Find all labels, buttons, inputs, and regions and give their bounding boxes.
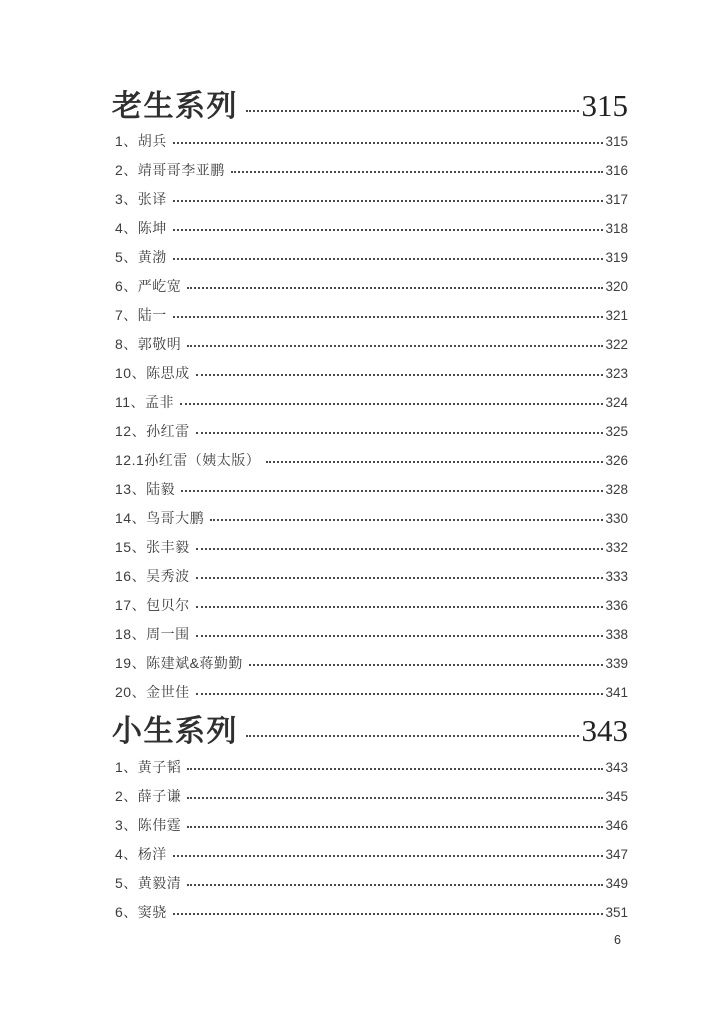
- dotted-leader: [187, 826, 603, 828]
- section-entries: [115, 131, 628, 711]
- dotted-leader: [210, 519, 603, 521]
- dotted-leader: [246, 110, 579, 112]
- entry-page-number: 338: [605, 627, 628, 642]
- entry-page-number: 346: [605, 818, 628, 833]
- entry-page-number: 319: [605, 250, 628, 265]
- toc-entry[interactable]: [115, 682, 628, 711]
- entry-page-number: 320: [605, 279, 628, 294]
- entry-page-number: 318: [605, 221, 628, 236]
- entry-page-number: 324: [605, 395, 628, 410]
- dotted-leader: [173, 142, 604, 144]
- dotted-leader: [196, 374, 604, 376]
- section-title: 老生系列: [112, 90, 238, 123]
- toc-section: [112, 88, 628, 711]
- toc-entry[interactable]: [115, 421, 628, 450]
- entry-label: 3、陈伟霆: [115, 817, 182, 833]
- toc-sections: [112, 88, 628, 931]
- toc-entry[interactable]: [115, 873, 628, 902]
- entry-label: 5、黄毅清: [115, 875, 182, 891]
- entry-label: 12.1孙红雷（姨太版）: [115, 452, 261, 468]
- dotted-leader: [196, 577, 604, 579]
- entry-label: 6、窦骁: [115, 904, 167, 920]
- entry-label: 4、陈坤: [115, 220, 167, 236]
- entry-label: 11、孟非: [115, 394, 175, 410]
- entry-page-number: 349: [605, 876, 628, 891]
- entry-page-number: 333: [605, 569, 628, 584]
- section-heading-row[interactable]: [112, 88, 628, 125]
- toc-entry[interactable]: [115, 815, 628, 844]
- entry-label: 16、吴秀波: [115, 568, 190, 584]
- entry-label: 2、靖哥哥李亚鹏: [115, 162, 225, 178]
- entry-label: 1、胡兵: [115, 133, 167, 149]
- dotted-leader: [187, 884, 603, 886]
- entry-page-number: 328: [605, 482, 628, 497]
- dotted-leader: [187, 768, 603, 770]
- entry-label: 7、陆一: [115, 307, 167, 323]
- footer-page-number: 6: [614, 933, 621, 947]
- entry-page-number: 330: [605, 511, 628, 526]
- entry-page-number: 315: [605, 134, 628, 149]
- entry-label: 19、陈建斌&蒋勤勤: [115, 655, 243, 671]
- entry-label: 10、陈思成: [115, 365, 190, 381]
- entry-label: 18、周一围: [115, 626, 190, 642]
- entry-label: 17、包贝尔: [115, 597, 190, 613]
- entry-page-number: 322: [605, 337, 628, 352]
- toc-entry[interactable]: [115, 537, 628, 566]
- dotted-leader: [173, 200, 604, 202]
- entry-page-number: 336: [605, 598, 628, 613]
- entry-label: 12、孙红雷: [115, 423, 190, 439]
- dotted-leader: [231, 171, 604, 173]
- toc-entry[interactable]: [115, 160, 628, 189]
- dotted-leader: [196, 635, 604, 637]
- toc-entry[interactable]: [115, 392, 628, 421]
- dotted-leader: [173, 258, 604, 260]
- entry-page-number: 347: [605, 847, 628, 862]
- toc-entry[interactable]: [115, 276, 628, 305]
- toc-entry[interactable]: [115, 479, 628, 508]
- toc-entry[interactable]: [115, 786, 628, 815]
- toc-entry[interactable]: [115, 305, 628, 334]
- entry-label: 14、鸟哥大鹏: [115, 510, 205, 526]
- toc-entry[interactable]: [115, 595, 628, 624]
- dotted-leader: [173, 229, 604, 231]
- entry-page-number: 323: [605, 366, 628, 381]
- dotted-leader: [173, 855, 604, 857]
- entry-label: 2、薛子谦: [115, 788, 182, 804]
- entry-page-number: 316: [605, 163, 628, 178]
- section-heading-row[interactable]: [112, 713, 628, 750]
- dotted-leader: [173, 316, 604, 318]
- dotted-leader: [181, 490, 603, 492]
- section-title: 小生系列: [112, 715, 238, 748]
- entry-page-number: 351: [605, 905, 628, 920]
- entry-label: 5、黄渤: [115, 249, 167, 265]
- dotted-leader: [246, 735, 579, 737]
- entry-page-number: 317: [605, 192, 628, 207]
- toc-entry[interactable]: [115, 450, 628, 479]
- section-page-number: 343: [581, 713, 628, 748]
- toc-entry[interactable]: [115, 334, 628, 363]
- entry-label: 4、杨洋: [115, 846, 167, 862]
- toc-entry[interactable]: [115, 508, 628, 537]
- dotted-leader: [196, 693, 604, 695]
- entry-page-number: 339: [605, 656, 628, 671]
- dotted-leader: [187, 345, 603, 347]
- entry-label: 1、黄子韬: [115, 759, 182, 775]
- toc-entry[interactable]: [115, 757, 628, 786]
- toc-entry[interactable]: [115, 247, 628, 276]
- entry-page-number: 332: [605, 540, 628, 555]
- dotted-leader: [266, 461, 603, 463]
- entry-label: 20、金世佳: [115, 684, 190, 700]
- entry-page-number: 325: [605, 424, 628, 439]
- toc-entry[interactable]: [115, 363, 628, 392]
- toc-entry[interactable]: [115, 653, 628, 682]
- entry-label: 8、郭敬明: [115, 336, 182, 352]
- entry-page-number: 345: [605, 789, 628, 804]
- entry-label: 13、陆毅: [115, 481, 176, 497]
- toc-entry[interactable]: [115, 566, 628, 595]
- section-entries: [115, 757, 628, 931]
- entry-label: 15、张丰毅: [115, 539, 190, 555]
- dotted-leader: [196, 432, 604, 434]
- toc-entry[interactable]: [115, 902, 628, 931]
- entry-label: 3、张译: [115, 191, 167, 207]
- toc-entry[interactable]: [115, 131, 628, 160]
- dotted-leader: [249, 664, 604, 666]
- entry-page-number: 326: [605, 453, 628, 468]
- entry-page-number: 321: [605, 308, 628, 323]
- toc-section: [112, 713, 628, 931]
- dotted-leader: [173, 913, 604, 915]
- entry-page-number: 341: [605, 685, 628, 700]
- entry-page-number: 343: [605, 760, 628, 775]
- entry-label: 6、严屹宽: [115, 278, 182, 294]
- dotted-leader: [196, 548, 604, 550]
- dotted-leader: [187, 797, 603, 799]
- toc-entry[interactable]: [115, 844, 628, 873]
- dotted-leader: [187, 287, 603, 289]
- toc-entry[interactable]: [115, 218, 628, 247]
- dotted-leader: [196, 606, 604, 608]
- toc-entry[interactable]: [115, 189, 628, 218]
- dotted-leader: [180, 403, 603, 405]
- section-page-number: 315: [581, 88, 628, 123]
- toc-entry[interactable]: [115, 624, 628, 653]
